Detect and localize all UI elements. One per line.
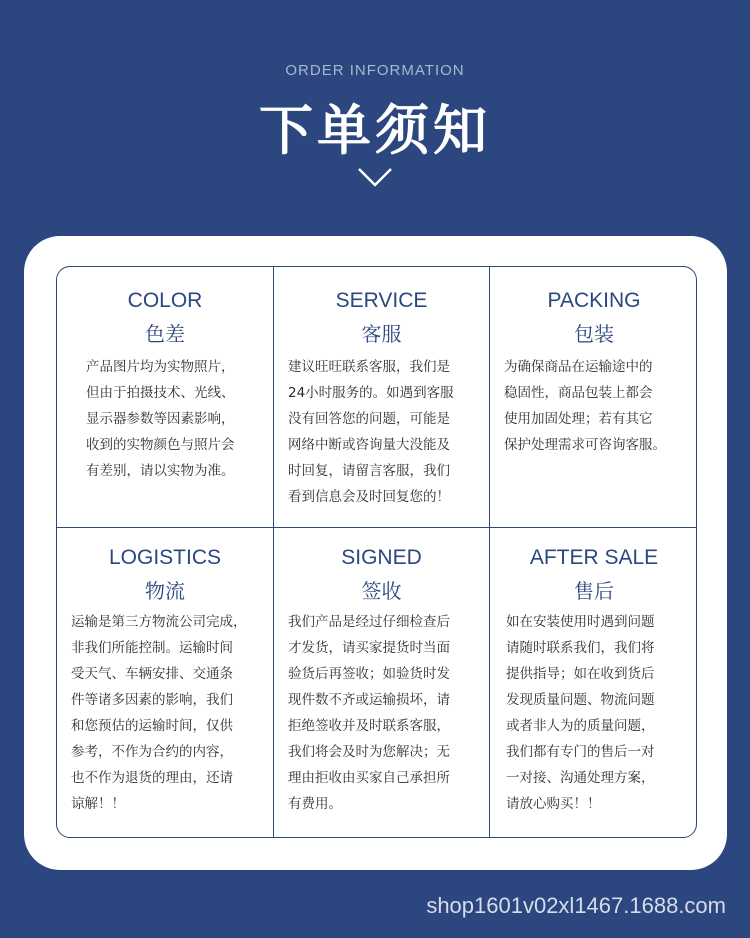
section-title-zh: 客服 (361, 322, 402, 346)
section-title-zh: 物流 (145, 579, 185, 603)
section-title-zh: 包装 (574, 322, 614, 346)
section-body: 建议旺旺联系客服，我们是 24小时服务的。如遇到客服 没有回答您的问题，可能是 网络中断或咨询量大没能及 时回复，请留言客服，我们 看到信息会及时回复您的！ (288, 359, 454, 505)
page-title: 下单须知 (259, 99, 491, 162)
chevron-down-icon (357, 166, 393, 188)
section-title-en: SIGNED (341, 546, 422, 569)
section-title-en: LOGISTICS (108, 546, 222, 569)
info-card (24, 236, 727, 870)
page-subtitle: ORDER INFORMATION (285, 62, 465, 79)
section-title-zh: 色差 (145, 322, 185, 346)
section-color (57, 267, 274, 528)
section-body: 我们产品是经过仔细检查后 才发货，请买家提货时当面 验货后再签收；如验货时发 现件数不齐或运输损坏，请 拒绝签收并及时联系客服， 我们将会及时为您解决；无 理由拒收由买家自己承担所 有费用。 (288, 614, 450, 812)
section-title-zh: 签收 (361, 579, 402, 603)
section-title-en: PACKING (547, 289, 641, 312)
section-after-sale (490, 528, 697, 838)
section-signed (274, 528, 490, 838)
section-body: 产品图片均为实物照片， 但由于拍摄技术、光线、 显示器参数等因素影响， 收到的实物颜色与照片会 有差别，请以实物为准。 (86, 359, 235, 479)
section-packing (490, 267, 697, 528)
section-title-zh: 售后 (574, 579, 614, 603)
shop-url-watermark: shop1601v02xl1467.1688.com (426, 893, 726, 918)
section-title-en: AFTER SALE (529, 546, 659, 569)
section-body: 运输是第三方物流公司完成， 非我们所能控制。运输时间 受天气、车辆安排、交通条 件等诸多因素的影响，我们 和您预估的运输时间，仅供 参考，不作为合约的内容， 也不作为退货的理由，还请 谅解！！ (71, 614, 247, 812)
section-title-en: COLOR (127, 289, 203, 312)
section-title-en: SERVICE (335, 289, 428, 312)
info-grid (56, 266, 697, 838)
section-body: 为确保商品在运输途中的 稳固性，商品包装上都会 使用加固处理；若有其它 保护处理需求可咨询客服。 (504, 359, 666, 453)
section-body: 如在安装使用时遇到问题 请随时联系我们，我们将 提供指导；如在收到货后 发现质量问题、物流问题 或者非人为的质量问题， 我们都有专门的售后一对 一对接、沟通处理方案， 请放心购买！！ (506, 614, 655, 812)
section-service (274, 267, 490, 528)
section-logistics (57, 528, 274, 838)
